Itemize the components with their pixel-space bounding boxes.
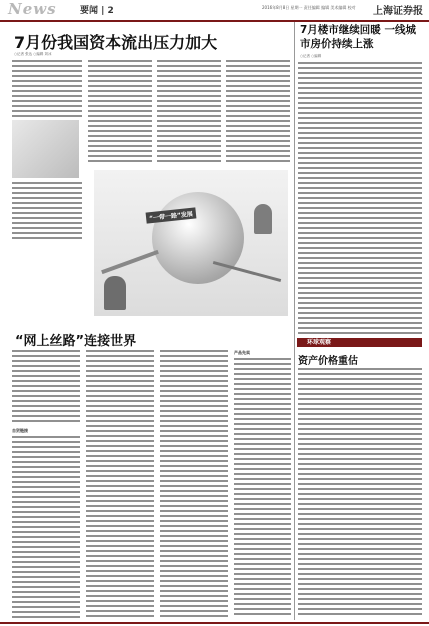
right-headline: 7月楼市继续回暖 一线城市房价持续上涨 xyxy=(300,24,416,50)
secondary-headline: “网上丝路”连接世界 xyxy=(15,334,137,349)
wire-graphic xyxy=(101,250,159,274)
globe-graphic xyxy=(152,192,244,284)
text-column xyxy=(298,62,422,334)
right-headline-2: 资产价格重估 xyxy=(298,356,358,367)
byline: ○记者 张达 ○编辑 刘冰 xyxy=(14,52,52,56)
photo xyxy=(12,120,79,178)
column-divider xyxy=(294,22,295,620)
masthead-logo: News xyxy=(8,0,57,18)
text-column xyxy=(160,350,228,618)
text-column xyxy=(298,368,422,618)
section-bar-label: 环球观察 xyxy=(307,339,332,346)
right-byline: ○记者 ○编辑 xyxy=(300,54,322,58)
text-column xyxy=(226,60,290,162)
text-column xyxy=(12,182,82,242)
figure-graphic xyxy=(104,276,126,310)
brand-name: 上海证券报 xyxy=(373,6,423,17)
text-column xyxy=(12,60,82,120)
text-column xyxy=(88,60,152,162)
section-label: 要闻 | 2 xyxy=(80,6,114,16)
bottom-rule xyxy=(0,622,429,624)
text-column xyxy=(86,350,154,618)
silk-road-illustration xyxy=(94,170,288,316)
text-column xyxy=(12,436,80,618)
section-bar xyxy=(297,338,422,347)
figure-graphic xyxy=(254,204,272,234)
text-column xyxy=(12,350,80,424)
subheading: 产品先卖 xyxy=(234,350,250,355)
main-headline: 7月份我国资本流出压力加大 xyxy=(14,33,218,52)
text-column xyxy=(234,358,291,618)
subheading: 自贸链接 xyxy=(12,428,28,433)
date-line: 2016年8月8日 星期一 责任编辑 编辑 美术编辑 校对 xyxy=(262,5,356,10)
page-header xyxy=(0,0,429,22)
illustration-label: “一带一路”发展 xyxy=(146,207,197,223)
text-column xyxy=(157,60,221,162)
